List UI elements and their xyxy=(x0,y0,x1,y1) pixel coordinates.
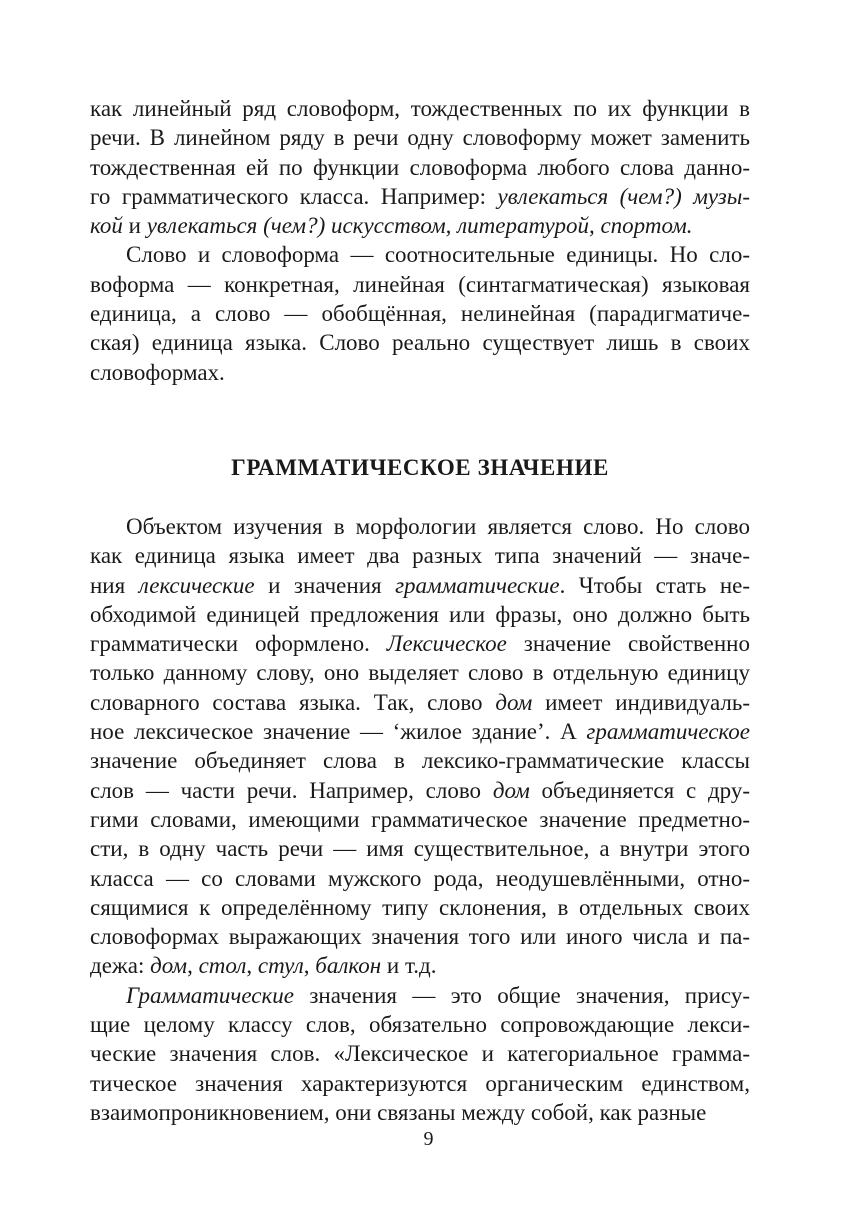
italic-text: грамматические xyxy=(395,572,560,598)
text-run: объединяется с дру- xyxy=(529,777,750,803)
text-run: класса — со словами мужского рода, неодушевлёнными, отно- xyxy=(90,865,750,891)
italic-text: балкон xyxy=(315,953,382,979)
text-run: только данному слову, оно выделяет слово в отдельную единицу xyxy=(90,660,750,686)
text-line xyxy=(90,512,750,541)
text-line xyxy=(90,299,750,328)
text-run: и xyxy=(122,213,147,239)
text-run: , xyxy=(246,953,258,979)
text-run: тождественная ей по функции словоформа любого слова данно- xyxy=(90,154,750,180)
text-run: го грамматического класса. Например: xyxy=(90,183,498,209)
section-heading: ГРАММАТИЧЕСКОЕ ЗНАЧЕНИЕ xyxy=(231,454,609,480)
text-line xyxy=(90,893,750,922)
text-line xyxy=(90,358,750,387)
text-line xyxy=(90,951,750,980)
text-run: дежа: xyxy=(90,953,151,979)
text-line xyxy=(90,629,750,658)
text-line xyxy=(90,1069,750,1098)
text-line xyxy=(90,153,750,182)
text-line xyxy=(90,270,750,299)
text-run: слов — части речи. Например, слово xyxy=(90,777,493,803)
italic-text: дом xyxy=(495,689,533,715)
text-line xyxy=(90,240,750,269)
italic-text: стол xyxy=(198,953,247,979)
text-run: имеет индивидуаль- xyxy=(532,689,750,715)
text-run: Объектом изучения в морфологии является слово. Но слово xyxy=(126,513,750,539)
text-run: речи. В линейном ряду в речи одну словоформу может заменить xyxy=(90,125,750,151)
text-line xyxy=(90,571,750,600)
text-run: щие целому классу слов, обязательно сопровождающие лекси- xyxy=(90,1012,750,1038)
text-run: как линейный ряд словоформ, тождественных по их функции в xyxy=(90,96,750,121)
text-run: значение свойственно xyxy=(506,631,750,657)
text-line xyxy=(90,541,750,570)
italic-text: Лексическое xyxy=(386,631,507,657)
text-run: Слово и словоформа — соотносительные единицы. Но сло- xyxy=(126,242,750,268)
text-line xyxy=(90,688,750,717)
text-line xyxy=(90,658,750,687)
text-line xyxy=(90,182,750,211)
italic-text: кой xyxy=(90,213,123,239)
text-line xyxy=(90,776,750,805)
italic-text: грамматическое xyxy=(586,719,750,745)
text-line xyxy=(90,1039,750,1068)
text-run: словоформах выражающих значения того или иного числа и па- xyxy=(90,924,750,950)
text-run: ческие значения слов. «Лексическое и категориальное грамма- xyxy=(90,1041,750,1067)
text-run: ное лексическое значение — ‘жилое здание’. А xyxy=(90,719,587,745)
text-run: и т.д. xyxy=(381,953,437,979)
text-run: как единица языка имеет два разных типа значений — значе- xyxy=(90,543,750,569)
text-line xyxy=(90,328,750,357)
text-run: . Чтобы стать не- xyxy=(559,572,750,598)
text-line xyxy=(90,1098,750,1127)
text-run: значения — это общие значения, прису- xyxy=(293,982,750,1008)
text-run: , xyxy=(303,953,316,979)
text-line xyxy=(90,805,750,834)
paragraph xyxy=(90,512,750,981)
text-line xyxy=(90,211,750,240)
paragraph xyxy=(90,94,750,240)
text-run: воформа — конкретная, линейная (синтагматическая) языковая xyxy=(90,271,750,297)
text-line xyxy=(90,1010,750,1039)
paragraph xyxy=(90,240,750,386)
text-line xyxy=(90,717,750,746)
text-line xyxy=(90,94,750,123)
text-run: ния xyxy=(90,572,139,598)
text-run: взаимопроникновением, они связаны между собой, как разные xyxy=(90,1099,707,1125)
italic-text: увлекаться (чем?) искусством, литературой, спортом. xyxy=(146,213,693,239)
italic-text: стул xyxy=(257,953,304,979)
text-run: значение объединяет слова в лексико-грамматические классы xyxy=(90,748,750,774)
page-body xyxy=(90,94,750,1127)
text-run: , xyxy=(187,953,199,979)
text-line xyxy=(90,981,750,1010)
text-run: единица, а слово — обобщённая, нелинейная (парадигматиче- xyxy=(90,301,750,327)
text-run: сящимися к определённому типу склонения, в отдельных своих xyxy=(90,894,750,920)
text-line xyxy=(90,834,750,863)
text-line xyxy=(90,922,750,951)
text-line xyxy=(90,746,750,775)
text-line xyxy=(90,600,750,629)
page-number: 9 xyxy=(423,1128,434,1150)
text-run: тическое значения характеризуются органическим единством, xyxy=(90,1070,750,1096)
italic-text: лексические xyxy=(138,572,255,598)
text-line xyxy=(90,123,750,152)
text-run: сти, в одну часть речи — имя существительное, а внутри этого xyxy=(90,836,750,862)
text-run: словоформах. xyxy=(90,359,225,385)
italic-text: дом xyxy=(492,777,530,803)
text-run: словарного состава языка. Так, слово xyxy=(90,689,496,715)
italic-text: дом xyxy=(150,953,188,979)
text-run: грамматически оформлено. xyxy=(90,631,387,657)
text-run: ская) единица языка. Слово реально существует лишь в своих xyxy=(90,330,750,356)
text-run: гими словами, имеющими грамматическое значение предметно- xyxy=(90,806,750,832)
text-run: и значения xyxy=(254,572,396,598)
text-run: обходимой единицей предложения или фразы, оно должно быть xyxy=(90,601,750,627)
paragraph xyxy=(90,981,750,1127)
italic-text: увлекаться (чем?) музы- xyxy=(497,183,750,209)
italic-text: Грамматические xyxy=(126,982,294,1008)
text-line xyxy=(90,864,750,893)
